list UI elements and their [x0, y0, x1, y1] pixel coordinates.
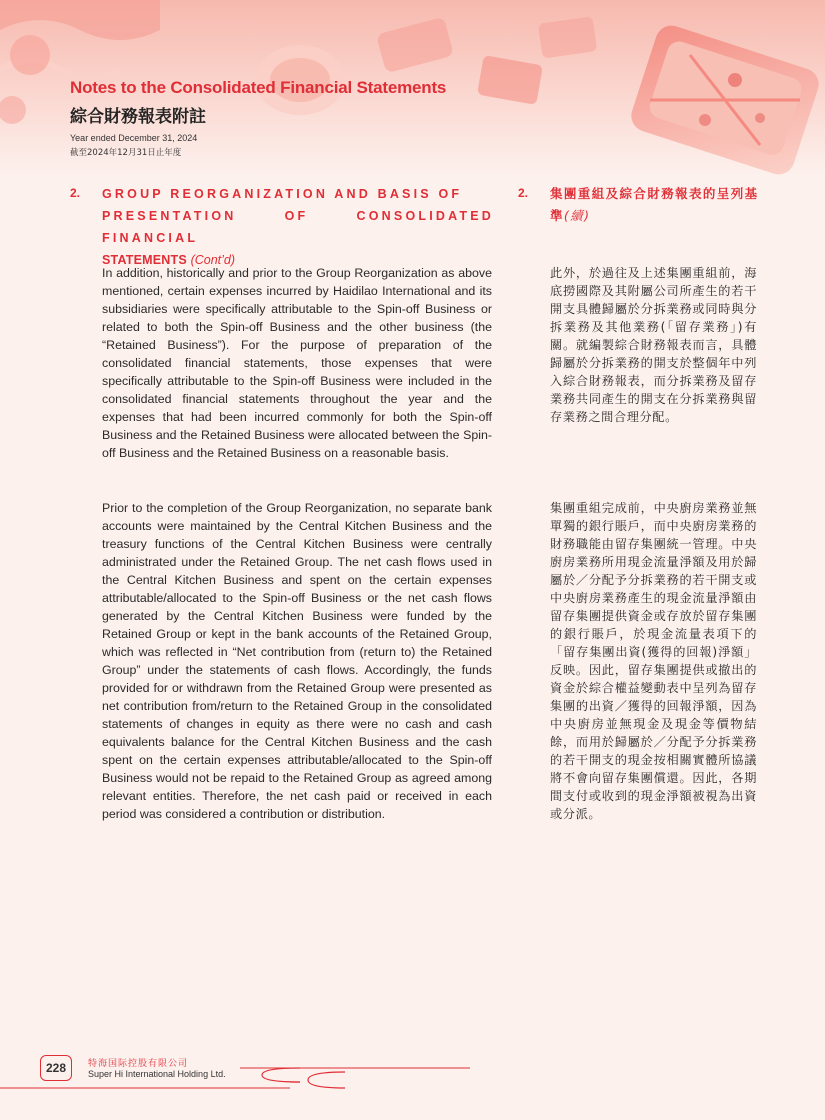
section-heading-chinese-text: 集團重組及綜合財務報表的呈列基準 [550, 186, 759, 223]
company-name: Super Hi International Holding Ltd. [88, 1069, 226, 1079]
reporting-period-chinese: 截至2024年12月31日止年度 [70, 148, 182, 158]
section-heading-line-1: GROUP REORGANIZATION AND BASIS OF [102, 187, 463, 201]
continued-label-chinese: (續) [563, 208, 591, 223]
page-title: Notes to the Consolidated Financial Statements [70, 78, 447, 97]
paragraph-zh-1: 此外，於過往及上述集團重組前，海底撈國際及其附屬公司所產生的若干開支具體歸屬於分拆業務或同時與分拆業務及其他業務(「留存業務」)有關。就編製綜合財務報表而言，具體歸屬於分拆業務的開支於整個年中列入綜合財務報表，而分拆業務及留存業務共同產生的開支在分拆業務與留存業務之間合理分配。 [550, 266, 757, 424]
page-title-chinese: 綜合財務報表附註 [70, 107, 206, 127]
continued-label: (Cont’d) [190, 253, 236, 267]
paragraph-en-2: Prior to the completion of the Group Reorganization, no separate bank accounts were maintained by the Central Kitchen Business and the treasury functions of the Central Kitchen Business were centrally administrated under the Retained Group. The net cash flows used in the Central Kitchen Business and spent on the certain expenses attributable/allocated to the Spin-off Business or the net cash flows generated by the Central Kitchen Business were funded by the Retained Group or kept in the bank accounts of the Retained Group, which was reflected in “Net contribution from (return to) the Retained Group” under the statements of cash flows. Accordingly, the funds provided for or withdrawn from the Retained Group were presented as net contribution from/return to the Retained Group in the consolidated statements of changes in equity as there were no cash and cash equivalents balance for the Central Kitchen Business and the cash spent on the certain expenses attributable/allocated to the Spin-off Business would not be repaid to the Retained Group as agreed among relevant entities. Therefore, the net cash paid or received in each period was considered a contribution or distribution. [102, 501, 492, 821]
page-header [70, 78, 446, 158]
section-heading-line-3: STATEMENTS [102, 253, 187, 267]
reporting-period: Year ended December 31, 2024 [70, 133, 198, 143]
company-name-chinese: 特海国际控股有限公司 [88, 1059, 189, 1069]
page-number: 228 [40, 1055, 72, 1081]
footer-wave-decoration [0, 1060, 480, 1090]
paragraph-en-1: In addition, historically and prior to the Group Reorganization as above mentioned, certain expenses incurred by Haidilao International and its subsidiaries were specifically attributable to the Spin-off Business or related to both the Spin-off Business and the other business (the “Retained Business”). For the purpose of preparation of the consolidated financial statements, those expenses that were specifically attributable to the Spin-off Business were included in the consolidated financial statements throughout the year and the expenses that had been incurred commonly for both the Spin-off Business and the Retained Business were allocated between the Spin-off Business and the Retained Business on a reasonable basis. [102, 266, 492, 460]
section-heading-line-2: PRESENTATION OF CONSOLIDATED FINANCIAL [102, 209, 494, 245]
section-number: 2. [70, 186, 81, 200]
paragraph-zh-2: 集團重組完成前，中央廚房業務並無單獨的銀行賬戶，而中央廚房業務的財務職能由留存集團統一管理。中央廚房業務所用現金流量淨額及用於歸屬於／分配予分拆業務的若干開支或中央廚房業務產生的現金流量淨額由留存集團提供資金或存放於留存集團的銀行賬戶，於現金流量表項下的「留存集團出資(獲得的回報)淨額」反映。因此，留存集團提供或撤出的資金於綜合權益變動表中呈列為留存集團的出資／獲得的回報淨額，因為中央廚房並無現金及現金等價物結餘，而用於歸屬於／分配予分拆業務的若干開支的現金按相關實體所協議將不會向留存集團償還。因此，各期間支付或收到的現金淨額被視為出資或分派。 [550, 501, 757, 821]
section-heading [102, 183, 494, 271]
section-number-chinese: 2. [518, 186, 529, 200]
section-heading-chinese [550, 183, 760, 227]
